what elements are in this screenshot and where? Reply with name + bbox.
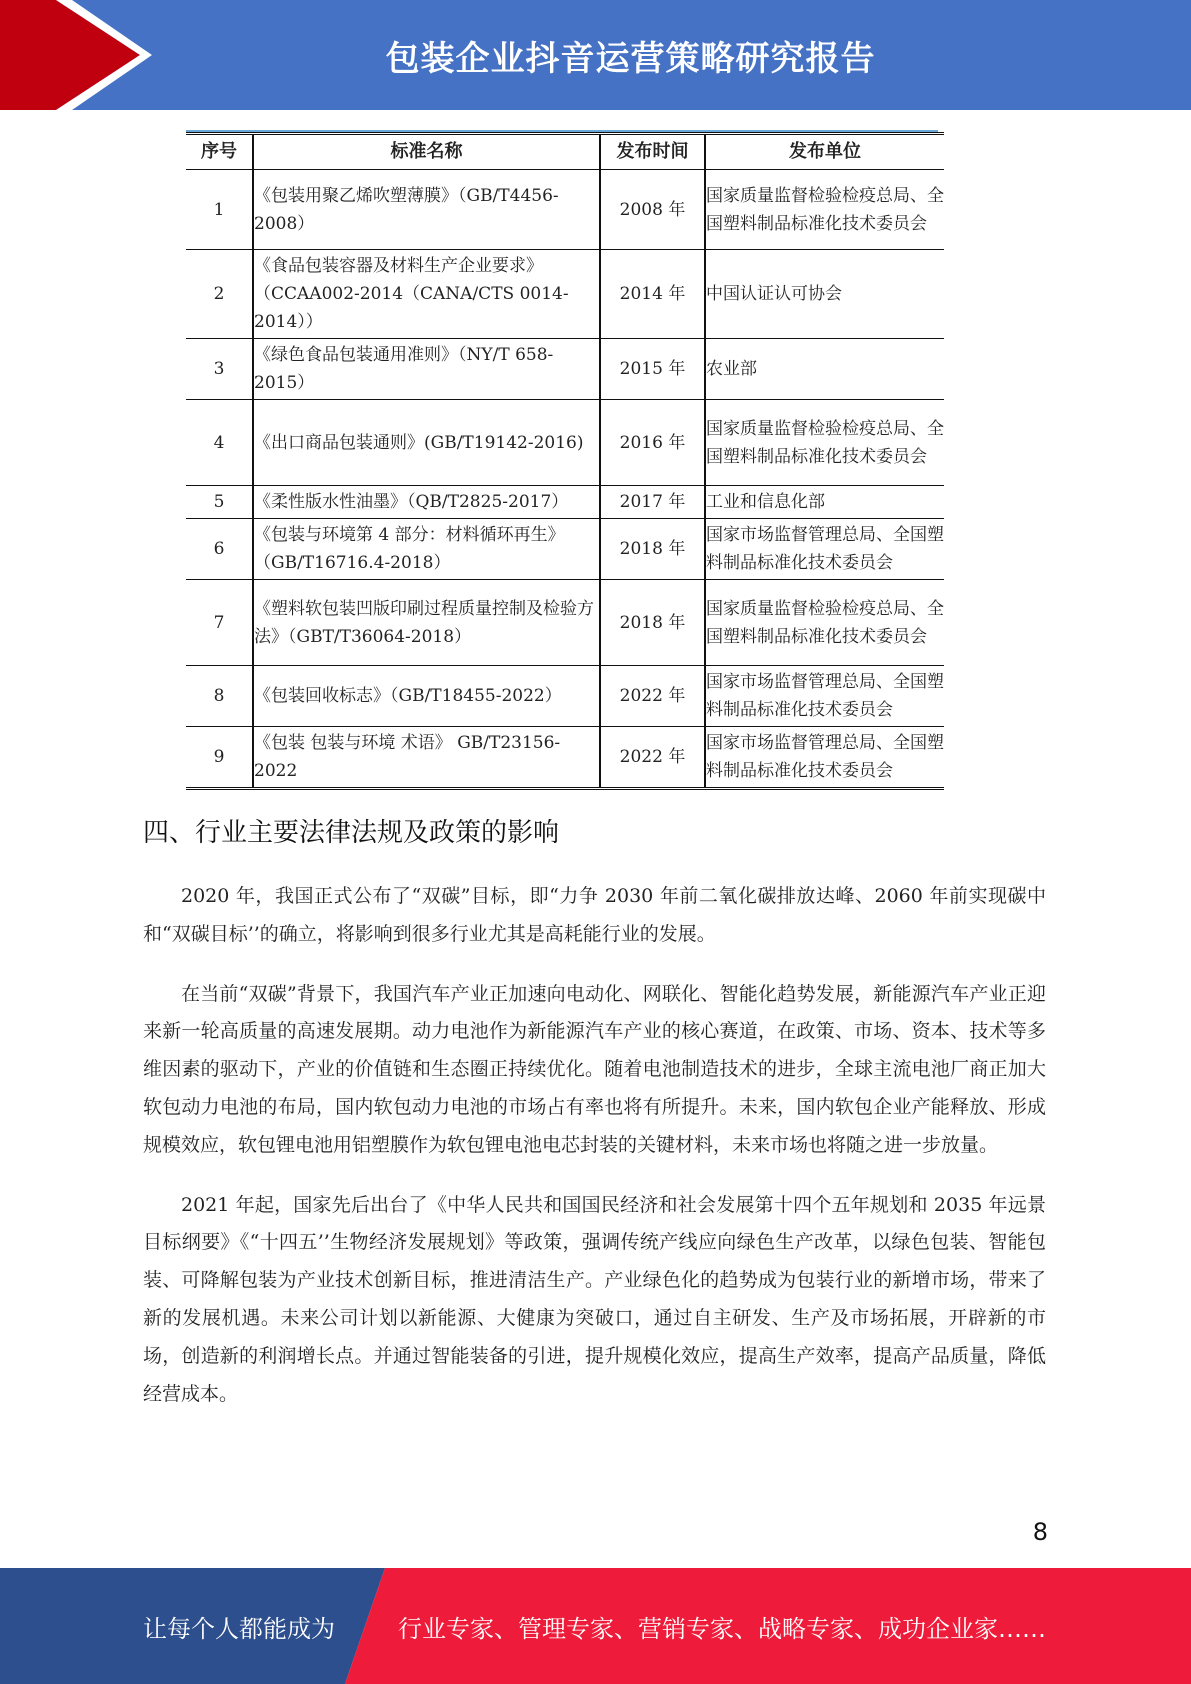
- header-unit: 发布单位: [705, 134, 944, 170]
- row-date: 2018 年: [600, 519, 705, 580]
- table-row: [186, 486, 944, 519]
- header-name: 标准名称: [253, 134, 600, 170]
- row-name: 《包装 包装与环境 术语》 GB/T23156-2022: [253, 727, 600, 789]
- row-unit: 国家市场监督管理总局、全国塑料制品标准化技术委员会: [705, 727, 944, 789]
- standards-table-container: [186, 130, 944, 790]
- section-heading: 四、行业主要法律法规及政策的影响: [143, 818, 560, 848]
- page-header: [0, 0, 1191, 110]
- row-date: 2014 年: [600, 250, 705, 339]
- footer-slogan-right: 行业专家、管理专家、营销专家、战略专家、成功企业家……: [398, 1614, 1046, 1643]
- table-header-row: [186, 134, 944, 170]
- row-name: 《出口商品包装通则》(GB/T19142-2016): [253, 400, 600, 486]
- row-name: 《包装用聚乙烯吹塑薄膜》（GB/T4456-2008）: [253, 170, 600, 250]
- row-index: 7: [186, 580, 253, 666]
- row-date: 2008 年: [600, 170, 705, 250]
- table-row: [186, 727, 944, 789]
- standards-table: [186, 132, 944, 790]
- row-index: 9: [186, 727, 253, 789]
- row-index: 6: [186, 519, 253, 580]
- page-number: 8: [1032, 1518, 1048, 1546]
- row-unit: 工业和信息化部: [705, 486, 944, 519]
- table-row: [186, 400, 944, 486]
- row-unit: 农业部: [705, 339, 944, 400]
- row-index: 3: [186, 339, 253, 400]
- table-row: [186, 250, 944, 339]
- paragraph: 2021 年起，国家先后出台了《中华人民共和国国民经济和社会发展第十四个五年规划和 2035 年远景目标纲要》《“十四五’’生物经济发展规划》等政策，强调传统产线应向绿色生产改革，以绿色包装、智能包装、可降解包装为产业技术创新目标，推进清洁生产。产业绿色化的趋势成为包装行业的新增市场，带来了新的发展机遇。未来公司计划以新能源、大健康为突破口，通过自主研发、生产及市场拓展，开辟新的市场，创造新的利润增长点。并通过智能装备的引进，提升规模化效应，提高生产效率，提高产品质量，降低经营成本。: [143, 1193, 1046, 1405]
- row-index: 5: [186, 486, 253, 519]
- row-name: 《塑料软包装凹版印刷过程质量控制及检验方法》（GBT/T36064-2018）: [253, 580, 600, 666]
- table-row: [186, 519, 944, 580]
- row-index: 2: [186, 250, 253, 339]
- row-unit: 国家质量监督检验检疫总局、全国塑料制品标准化技术委员会: [705, 580, 944, 666]
- table-row: [186, 666, 944, 727]
- row-name: 《食品包装容器及材料生产企业要求》（CCAA002-2014（CANA/CTS 0014-2014））: [253, 250, 600, 339]
- row-date: 2016 年: [600, 400, 705, 486]
- row-unit: 国家市场监督管理总局、全国塑料制品标准化技术委员会: [705, 666, 944, 727]
- row-date: 2017 年: [600, 486, 705, 519]
- row-date: 2015 年: [600, 339, 705, 400]
- row-name: 《包装与环境第 4 部分：材料循环再生》（GB/T16716.4-2018）: [253, 519, 600, 580]
- page-footer: [0, 1568, 1191, 1684]
- header-arrow-decoration: [0, 0, 160, 110]
- row-name: 《绿色食品包装通用准则》（NY/T 658-2015）: [253, 339, 600, 400]
- row-unit: 国家质量监督检验检疫总局、全国塑料制品标准化技术委员会: [705, 170, 944, 250]
- row-index: 8: [186, 666, 253, 727]
- paragraph: 2020 年，我国正式公布了“双碳”目标，即“力争 2030 年前二氧化碳排放达峰、2060 年前实现碳中和“双碳目标’’的确立，将影响到很多行业尤其是高耗能行业的发展。: [143, 885, 1046, 945]
- row-name: 《柔性版水性油墨》（QB/T2825-2017）: [253, 486, 600, 519]
- row-index: 1: [186, 170, 253, 250]
- footer-slogan-left: 让每个人都能成为: [143, 1614, 335, 1643]
- report-title: 包装企业抖音运营策略研究报告: [385, 38, 876, 79]
- table-row: [186, 580, 944, 666]
- header-index: 序号: [186, 134, 253, 170]
- row-unit: 中国认证认可协会: [705, 250, 944, 339]
- row-unit: 国家市场监督管理总局、全国塑料制品标准化技术委员会: [705, 519, 944, 580]
- row-date: 2022 年: [600, 727, 705, 789]
- header-date: 发布时间: [600, 134, 705, 170]
- row-name: 《包装回收标志》（GB/T18455-2022）: [253, 666, 600, 727]
- row-date: 2018 年: [600, 580, 705, 666]
- row-unit: 国家质量监督检验检疫总局、全国塑料制品标准化技术委员会: [705, 400, 944, 486]
- paragraph: 在当前“双碳”背景下，我国汽车产业正加速向电动化、网联化、智能化趋势发展，新能源汽车产业正迎来新一轮高质量的高速发展期。动力电池作为新能源汽车产业的核心赛道，在政策、市场、资本、技术等多维因素的驱动下，产业的价值链和生态圈正持续优化。随着电池制造技术的进步，全球主流电池厂商正加大软包动力电池的布局，国内软包动力电池的市场占有率也将有所提升。未来，国内软包企业产能释放、形成规模效应，软包锂电池用铝塑膜作为软包锂电池电芯封装的关键材料，未来市场也将随之进一步放量。: [143, 982, 1046, 1156]
- row-index: 4: [186, 400, 253, 486]
- body-text: [143, 878, 1046, 1435]
- table-row: [186, 170, 944, 250]
- table-row: [186, 339, 944, 400]
- row-date: 2022 年: [600, 666, 705, 727]
